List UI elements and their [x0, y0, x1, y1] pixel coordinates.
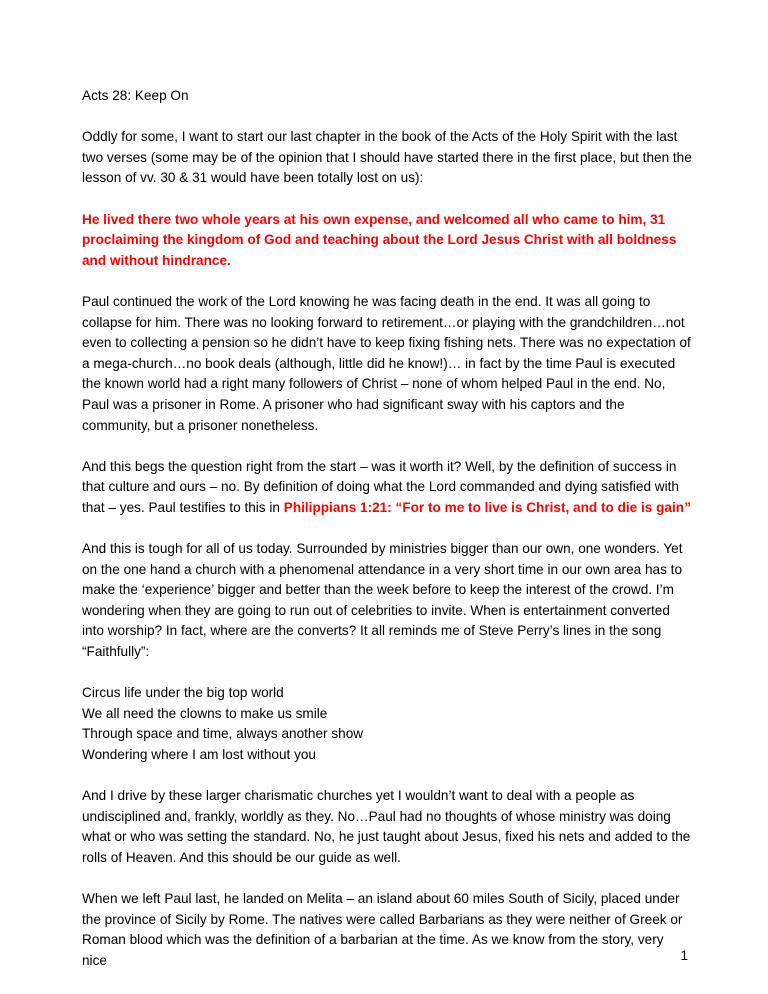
document-body: [82, 86, 692, 992]
paragraph-2-text: And this begs the question right from the start – was it worth it? Well, by the definition of success in that culture and ours – no. By definition of doing what the Lord commanded and dying satisfied with that – yes. Paul testifies to this in: [82, 458, 679, 515]
lyric-line: Through space and time, always another show: [82, 726, 364, 742]
lyric-line: Wondering where I am lost without you: [82, 747, 316, 762]
paragraph-1: Paul continued the work of the Lord knowing he was facing death in the end. It was all going to collapse for him. There was no looking forward to retirement…or playing with the grandchildren…not even to collecting a pension so he didn’t have to keep fixing fishing nets. There was no expectation of a mega-church…no book deals (although, little did he know!)… in fact by the time Paul is executed the known world had a right many followers of Christ – none of whom helped Paul in the end. No, Paul was a prisoner in Rome. A prisoner who had significant sway with his captors and the community, but a prisoner nonetheless.: [82, 293, 691, 433]
intro-paragraph: Oddly for some, I want to start our last chapter in the book of the Acts of the Holy Spirit with the last two verses (some may be of the opinion that I should have started there in the first place, but then the lesson of vv. 30 & 31 would have been totally lost on us):: [82, 129, 692, 186]
paragraph-4: And I drive by these larger charismatic churches yet I wouldn’t want to deal with a people as undisciplined and, frankly, worldly as they. No…Paul had no thoughts of whose ministry was doing what or who was setting the standard. No, he just taught about Jesus, fixed his nets and added to the rolls of Heaven. And this should be our guide as well.: [82, 788, 691, 865]
philippians-quote: Philippians 1:21: “For to me to live is Christ, and to die is gain”: [283, 499, 691, 515]
scripture-quote: He lived there two whole years at his own expense, and welcomed all who came to him, 31 proclaiming the kingdom of God and teaching about the Lord Jesus Christ with all boldness and without hindrance.: [82, 211, 677, 268]
song-lyrics: [82, 683, 692, 765]
document-title: Acts 28: Keep On: [82, 88, 189, 103]
paragraph-3: And this is tough for all of us today. Surrounded by ministries bigger than our own, one wonders. Yet on the one hand a church with a phenomenal attendance in a very short time in our own area has to make the ‘experience’ bigger and better than the week before to keep the interest of the crowd. I’m wondering when they are going to run out of celebrities to invite. When is entertainment converted into worship? In fact, where are the converts? It all reminds me of Steve Perry’s lines in the song “Faithfully”:: [82, 541, 683, 660]
paragraph-2: [82, 457, 692, 519]
lyric-line: We all need the clowns to make us smile: [82, 705, 328, 721]
paragraph-5: When we left Paul last, he landed on Melita – an island about 60 miles South of Sicily, placed under the province of Sicily by Rome. The natives were called Barbarians as they were neither of Greek or Roman blood which was the definition of a barbarian at the time. As we know from the story, very nice: [82, 891, 683, 968]
lyric-line: Circus life under the big top world: [82, 685, 284, 701]
page-number: 1: [680, 948, 688, 963]
